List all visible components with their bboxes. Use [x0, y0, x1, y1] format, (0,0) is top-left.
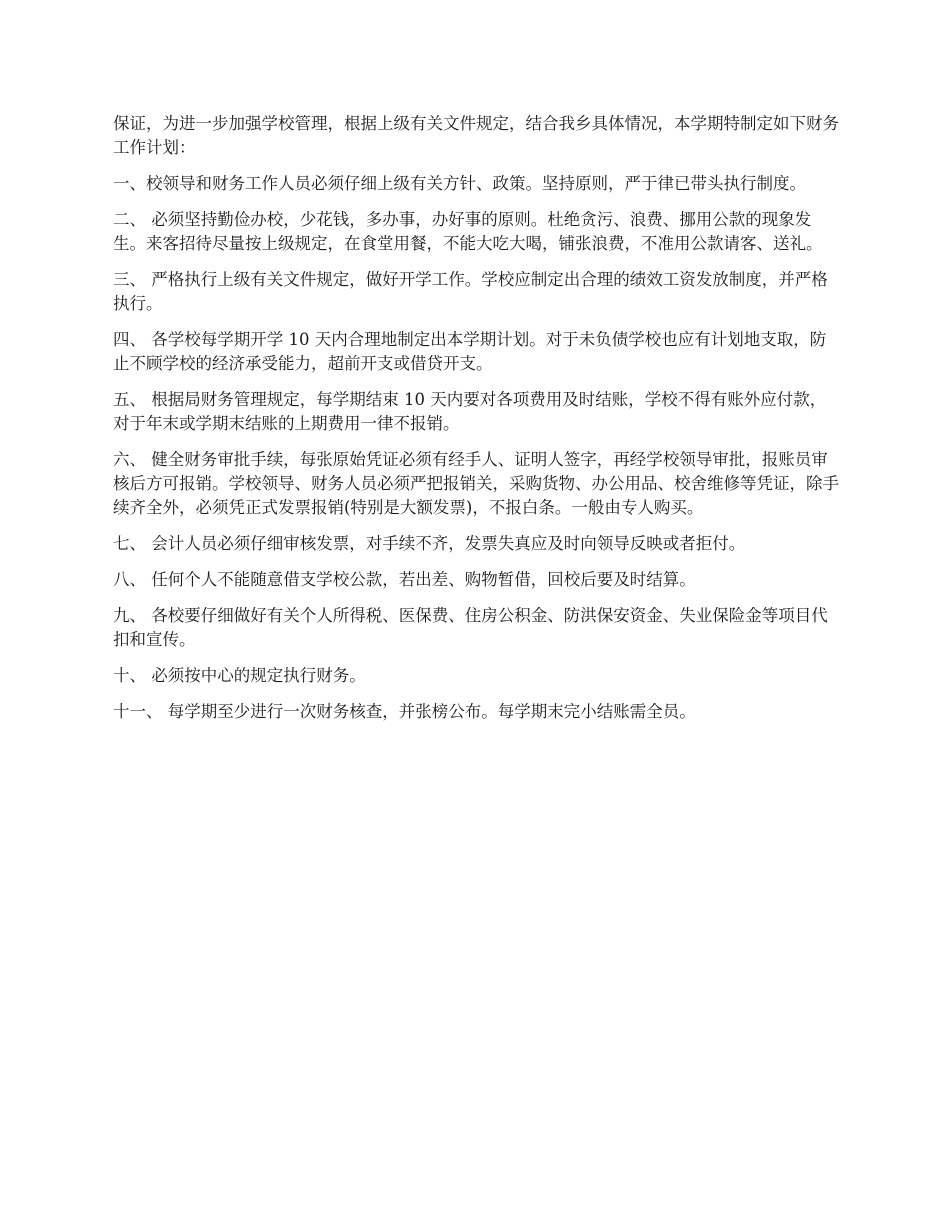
- paragraph-item-4: 四、 各学校每学期开学 10 天内合理地制定出本学期计划。对于未负债学校也应有计划地支取，防止不顾学校的经济承受能力，超前开支或借贷开支。: [113, 330, 827, 373]
- paragraph-item-8: 八、 任何个人不能随意借支学校公款，若出差、购物暂借，回校后要及时结算。: [113, 570, 696, 589]
- paragraph-intro: 保证，为进一步加强学校管理，根据上级有关文件规定，结合我乡具体情况，本学期特制定如下财务工作计划：: [113, 114, 839, 157]
- document-body: [113, 112, 840, 736]
- paragraph-item-5: 五、 根据局财务管理规定，每学期结束 10 天内要对各项费用及时结账，学校不得有账外应付款，对于年末或学期末结账的上期费用一律不报销。: [113, 390, 827, 433]
- paragraph-item-1: 一、校领导和财务工作人员必须仔细上级有关方针、政策。坚持原则，严于律已带头执行制度。: [113, 174, 806, 193]
- paragraph-item-6: 六、 健全财务审批手续，每张原始凭证必须有经手人、证明人签字，再经学校领导审批，报账员审核后方可报销。学校领导、财务人员必须严把报销关，采购货物、办公用品、校舍维修等凭证，除手续齐全外，必须凭正式发票报销(特别是大额发票)，不报白条。一般由专人购买。: [113, 450, 839, 517]
- paragraph-item-7: 七、 会计人员必须仔细审核发票，对手续不齐，发票失真应及时向领导反映或者拒付。: [113, 534, 746, 553]
- paragraph-item-10: 十、 必须按中心的规定执行财务。: [113, 666, 366, 685]
- paragraph-item-3: 三、 严格执行上级有关文件规定，做好开学工作。学校应制定出合理的绩效工资发放制度，并严格执行。: [113, 270, 828, 313]
- paragraph-item-9: 九、 各校要仔细做好有关个人所得税、医保费、住房公积金、防洪保安资金、失业保险金等项目代扣和宣传。: [113, 606, 828, 649]
- paragraph-item-2: 二、 必须坚持勤俭办校，少花钱，多办事，办好事的原则。杜绝贪污、浪费、挪用公款的现象发生。来客招待尽量按上级规定，在食堂用餐，不能大吃大喝，铺张浪费，不准用公款请客、送礼。: [113, 210, 823, 253]
- paragraph-item-11: 十一、 每学期至少进行一次财务核查，并张榜公布。每学期末完小结账需全员。: [113, 702, 696, 721]
